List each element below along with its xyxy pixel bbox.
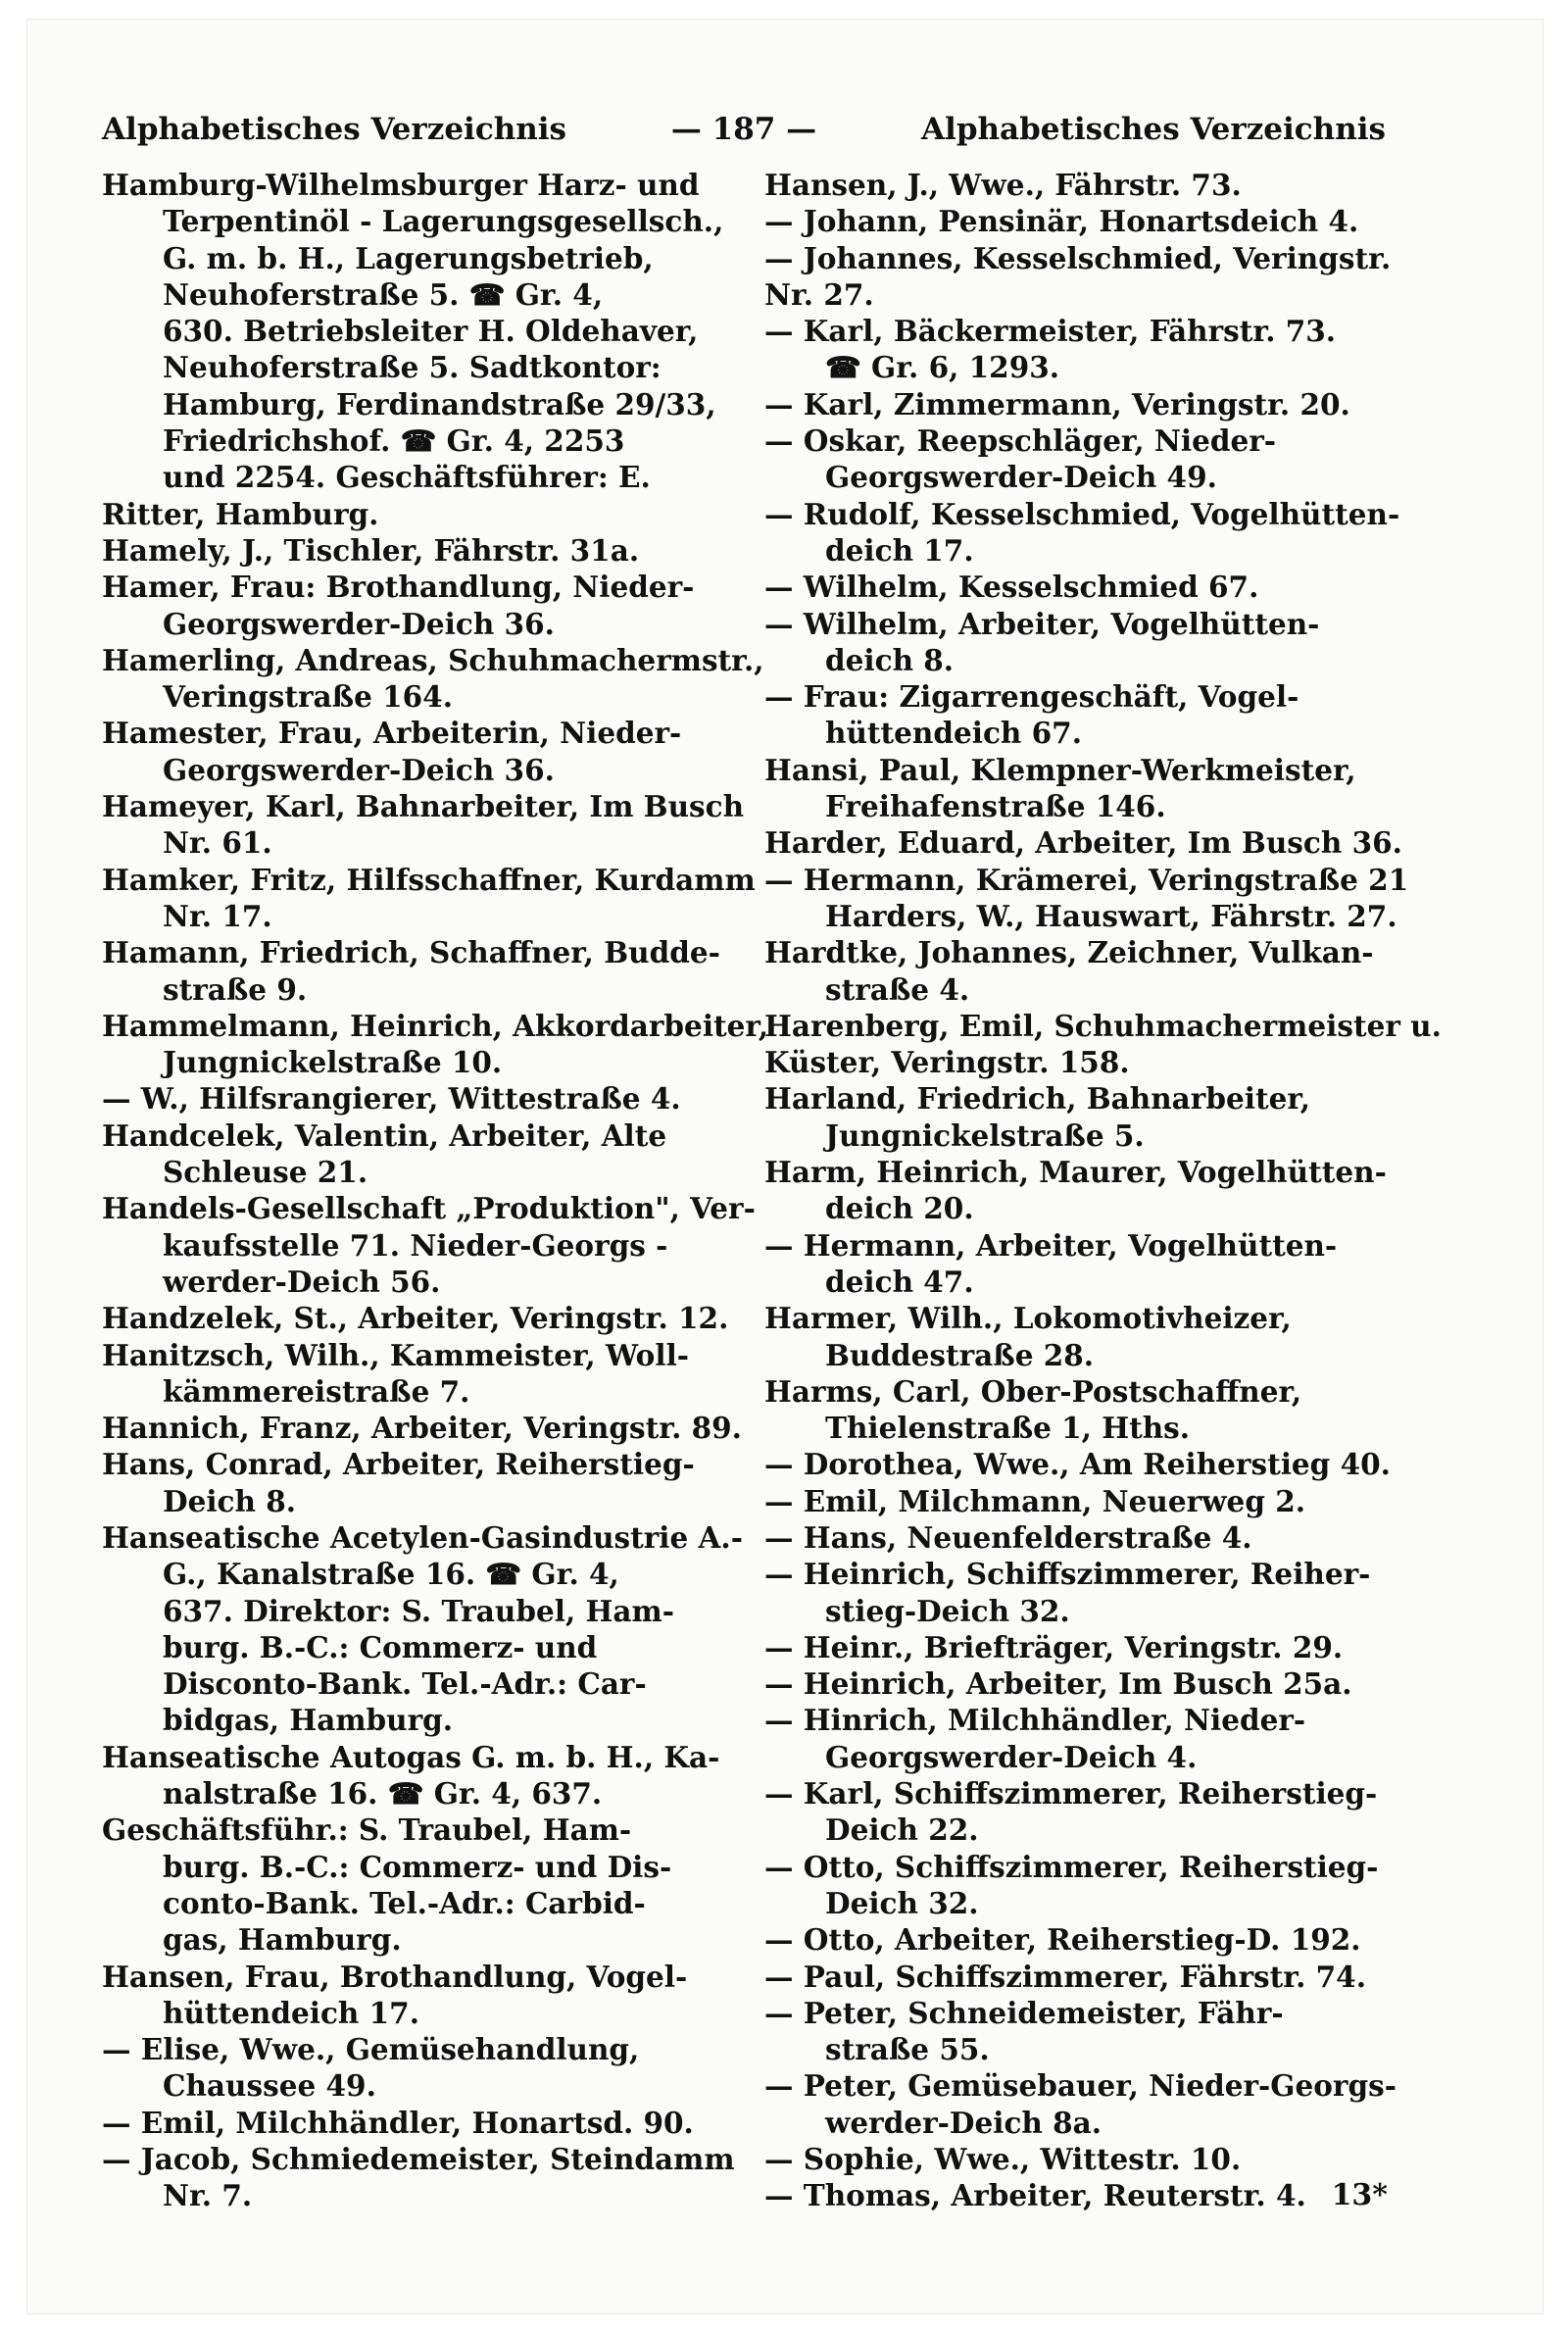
directory-line: 637. Direktor: S. Traubel, Ham- bbox=[163, 1593, 674, 1628]
directory-line: Friedrichshof. ☎ Gr. 4, 2253 bbox=[163, 423, 625, 459]
directory-line: Deich 32. bbox=[825, 1885, 979, 1920]
right-column bbox=[764, 167, 1442, 2214]
directory-line: Hamann, Friedrich, Schaffner, Budde- bbox=[102, 935, 720, 970]
directory-line: hüttendeich 17. bbox=[163, 1995, 419, 2030]
directory-line: Hammelmann, Heinrich, Akkordarbeiter, bbox=[102, 1008, 769, 1043]
directory-line: Thielenstraße 1, Hths. bbox=[825, 1411, 1191, 1446]
directory-line: Handzelek, St., Arbeiter, Veringstr. 12. bbox=[102, 1301, 729, 1336]
directory-line: — Hans, Neuenfelderstraße 4. bbox=[764, 1519, 1252, 1555]
directory-line: — Oskar, Reepschläger, Nieder- bbox=[764, 423, 1277, 459]
directory-line: deich 20. bbox=[825, 1191, 974, 1226]
directory-line: Freihafenstraße 146. bbox=[825, 789, 1166, 824]
directory-line: Harmer, Wilh., Lokomotivheizer, bbox=[764, 1301, 1292, 1336]
directory-line: hüttendeich 67. bbox=[825, 716, 1082, 751]
running-head-left: Alphabetisches Verzeichnis bbox=[102, 112, 567, 147]
directory-line: stieg-Deich 32. bbox=[825, 1593, 1070, 1628]
directory-line: — Sophie, Wwe., Wittestr. 10. bbox=[764, 2142, 1242, 2177]
directory-line: Hanseatische Acetylen-Gasindustrie A.- bbox=[102, 1519, 743, 1555]
directory-line: Hardtke, Johannes, Zeichner, Vulkan- bbox=[764, 935, 1374, 970]
directory-line: Nr. 17. bbox=[163, 898, 272, 933]
directory-line: — Hermann, Arbeiter, Vogelhütten- bbox=[764, 1227, 1338, 1263]
directory-line: G., Kanalstraße 16. ☎ Gr. 4, bbox=[163, 1557, 619, 1592]
directory-line: — Karl, Zimmermann, Veringstr. 20. bbox=[764, 386, 1350, 422]
directory-line: — Heinr., Briefträger, Veringstr. 29. bbox=[764, 1629, 1344, 1664]
directory-line: 630. Betriebsleiter H. Oldehaver, bbox=[163, 314, 699, 349]
directory-line: Deich 22. bbox=[825, 1812, 979, 1848]
directory-line: Hamely, J., Tischler, Fährstr. 31a. bbox=[102, 532, 640, 568]
directory-line: deich 17. bbox=[825, 532, 974, 568]
directory-line: gas, Hamburg. bbox=[163, 1922, 402, 1958]
directory-line: Hansen, Frau, Brothandlung, Vogel- bbox=[102, 1959, 688, 1994]
directory-line: Geschäftsführ.: S. Traubel, Ham- bbox=[102, 1812, 632, 1848]
directory-line: Harders, W., Hauswart, Fährstr. 27. bbox=[825, 898, 1397, 933]
directory-line: Hans, Conrad, Arbeiter, Reiherstieg- bbox=[102, 1447, 695, 1482]
directory-line: Deich 8. bbox=[163, 1483, 297, 1518]
directory-line: — Peter, Schneidemeister, Fähr- bbox=[764, 1995, 1284, 2030]
directory-line: Harder, Eduard, Arbeiter, Im Busch 36. bbox=[764, 825, 1402, 861]
directory-line: Terpentinöl - Lagerungsgesellsch., bbox=[163, 204, 724, 239]
directory-line: burg. B.-C.: Commerz- und Dis- bbox=[163, 1849, 672, 1884]
directory-line: Harm, Heinrich, Maurer, Vogelhütten- bbox=[764, 1155, 1387, 1190]
directory-line: — Karl, Schiffszimmerer, Reiherstieg- bbox=[764, 1776, 1378, 1812]
directory-line: — Jacob, Schmiedemeister, Steindamm bbox=[102, 2142, 735, 2177]
directory-line: Jungnickelstraße 10. bbox=[163, 1045, 503, 1080]
directory-line: deich 47. bbox=[825, 1264, 974, 1299]
directory-line: Handcelek, Valentin, Arbeiter, Alte bbox=[102, 1117, 667, 1153]
directory-line: Buddestraße 28. bbox=[825, 1337, 1095, 1372]
directory-line: — Rudolf, Kesselschmied, Vogelhütten- bbox=[764, 496, 1400, 531]
directory-line: straße 9. bbox=[163, 971, 308, 1007]
directory-line: Ritter, Hamburg. bbox=[102, 496, 379, 531]
directory-line: Hanitzsch, Wilh., Kammeister, Woll- bbox=[102, 1337, 690, 1372]
directory-line: — Otto, Arbeiter, Reiherstieg-D. 192. bbox=[764, 1922, 1361, 1958]
directory-line: Harland, Friedrich, Bahnarbeiter, bbox=[764, 1081, 1310, 1117]
directory-line: — Elise, Wwe., Gemüsehandlung, bbox=[102, 2032, 640, 2067]
directory-line: kaufsstelle 71. Nieder-Georgs - bbox=[163, 1227, 668, 1263]
directory-line: bidgas, Hamburg. bbox=[163, 1703, 454, 1738]
directory-line: Hamburg, Ferdinandstraße 29/33, bbox=[163, 386, 716, 422]
directory-line: kämmereistraße 7. bbox=[163, 1373, 470, 1409]
page-number: — 187 — bbox=[670, 112, 817, 147]
directory-line: — Heinrich, Schiffszimmerer, Reiher- bbox=[764, 1557, 1371, 1592]
directory-line: straße 55. bbox=[825, 2032, 990, 2067]
directory-line: straße 4. bbox=[825, 971, 970, 1007]
directory-line: — Emil, Milchmann, Neuerweg 2. bbox=[764, 1483, 1306, 1518]
directory-line: Hamburg-Wilhelmsburger Harz- und bbox=[102, 168, 700, 202]
directory-line: Georgswerder-Deich 36. bbox=[163, 606, 555, 641]
directory-line: — Hinrich, Milchhändler, Nieder- bbox=[764, 1703, 1306, 1738]
directory-line: Chaussee 49. bbox=[163, 2068, 376, 2104]
directory-line: burg. B.-C.: Commerz- und bbox=[163, 1629, 598, 1664]
directory-line: Harenberg, Emil, Schuhmachermeister u. bbox=[764, 1008, 1442, 1043]
directory-line: Harms, Carl, Ober-Postschaffner, bbox=[764, 1373, 1302, 1409]
directory-line: Hansi, Paul, Klempner-Werkmeister, bbox=[764, 752, 1356, 787]
directory-line: Neuhoferstraße 5. Sadtkontor: bbox=[163, 350, 662, 385]
directory-line: Nr. 61. bbox=[163, 825, 272, 861]
directory-line: — Johannes, Kesselschmied, Veringstr. bbox=[764, 240, 1392, 275]
directory-line: Hamester, Frau, Arbeiterin, Nieder- bbox=[102, 716, 682, 751]
directory-line: — W., Hilfsrangierer, Wittestraße 4. bbox=[102, 1081, 681, 1117]
directory-line: — Paul, Schiffszimmerer, Fährstr. 74. bbox=[764, 1959, 1366, 1994]
directory-line: Handels-Gesellschaft „Produktion", Ver- bbox=[102, 1191, 756, 1226]
directory-line: Hanseatische Autogas G. m. b. H., Ka- bbox=[102, 1739, 720, 1774]
directory-line: Georgswerder-Deich 4. bbox=[825, 1739, 1198, 1774]
directory-line: Hameyer, Karl, Bahnarbeiter, Im Busch bbox=[102, 789, 745, 824]
directory-line: nalstraße 16. ☎ Gr. 4, 637. bbox=[163, 1776, 603, 1812]
directory-line: — Thomas, Arbeiter, Reuterstr. 4. bbox=[764, 2178, 1306, 2213]
directory-line: G. m. b. H., Lagerungsbetrieb, bbox=[163, 240, 654, 275]
directory-line: — Emil, Milchhändler, Honartsd. 90. bbox=[102, 2105, 694, 2140]
directory-line: werder-Deich 56. bbox=[163, 1264, 441, 1299]
directory-line: Jungnickelstraße 5. bbox=[825, 1117, 1145, 1153]
running-head bbox=[102, 110, 1386, 149]
directory-line: deich 8. bbox=[825, 642, 955, 677]
left-column bbox=[102, 167, 769, 2214]
directory-line: und 2254. Geschäftsführer: E. bbox=[163, 460, 651, 495]
running-head-right: Alphabetisches Verzeichnis bbox=[920, 112, 1386, 147]
directory-line: Nr. 27. bbox=[764, 276, 874, 312]
directory-line: — Dorothea, Wwe., Am Reiherstieg 40. bbox=[764, 1447, 1391, 1482]
signature-mark: 13* bbox=[1331, 2178, 1388, 2212]
directory-line: Hansen, J., Wwe., Fährstr. 73. bbox=[764, 168, 1242, 202]
directory-line: — Peter, Gemüsebauer, Nieder-Georgs- bbox=[764, 2068, 1396, 2104]
directory-line: Nr. 7. bbox=[163, 2178, 253, 2213]
directory-line: Disconto-Bank. Tel.-Adr.: Car- bbox=[163, 1666, 647, 1702]
directory-line: — Frau: Zigarrengeschäft, Vogel- bbox=[764, 679, 1299, 715]
directory-line: — Hermann, Krämerei, Veringstraße 21 bbox=[764, 862, 1409, 897]
directory-line: Georgswerder-Deich 36. bbox=[163, 752, 555, 787]
directory-line: Georgswerder-Deich 49. bbox=[825, 460, 1217, 495]
directory-line: — Otto, Schiffszimmerer, Reiherstieg- bbox=[764, 1849, 1379, 1884]
directory-line: — Heinrich, Arbeiter, Im Busch 25a. bbox=[764, 1666, 1352, 1702]
directory-line: ☎ Gr. 6, 1293. bbox=[825, 350, 1060, 385]
directory-line: Hamker, Fritz, Hilfsschaffner, Kurdamm bbox=[102, 862, 756, 897]
directory-line: Hamer, Frau: Brothandlung, Nieder- bbox=[102, 570, 695, 605]
directory-line: — Wilhelm, Arbeiter, Vogelhütten- bbox=[764, 606, 1320, 641]
directory-line: — Karl, Bäckermeister, Fährstr. 73. bbox=[764, 314, 1337, 349]
directory-line: Veringstraße 164. bbox=[163, 679, 453, 715]
directory-line: Hannich, Franz, Arbeiter, Veringstr. 89. bbox=[102, 1411, 742, 1446]
directory-line: — Wilhelm, Kesselschmied 67. bbox=[764, 570, 1259, 605]
directory-line: werder-Deich 8a. bbox=[825, 2105, 1102, 2140]
directory-line: Schleuse 21. bbox=[163, 1155, 368, 1190]
directory-line: — Johann, Pensinär, Honartsdeich 4. bbox=[764, 204, 1359, 239]
directory-line: Hamerling, Andreas, Schuhmachermstr., bbox=[102, 642, 764, 677]
directory-line: Küster, Veringstr. 158. bbox=[764, 1045, 1130, 1080]
directory-line: Neuhoferstraße 5. ☎ Gr. 4, bbox=[163, 276, 604, 312]
directory-line: conto-Bank. Tel.-Adr.: Carbid- bbox=[163, 1885, 646, 1920]
